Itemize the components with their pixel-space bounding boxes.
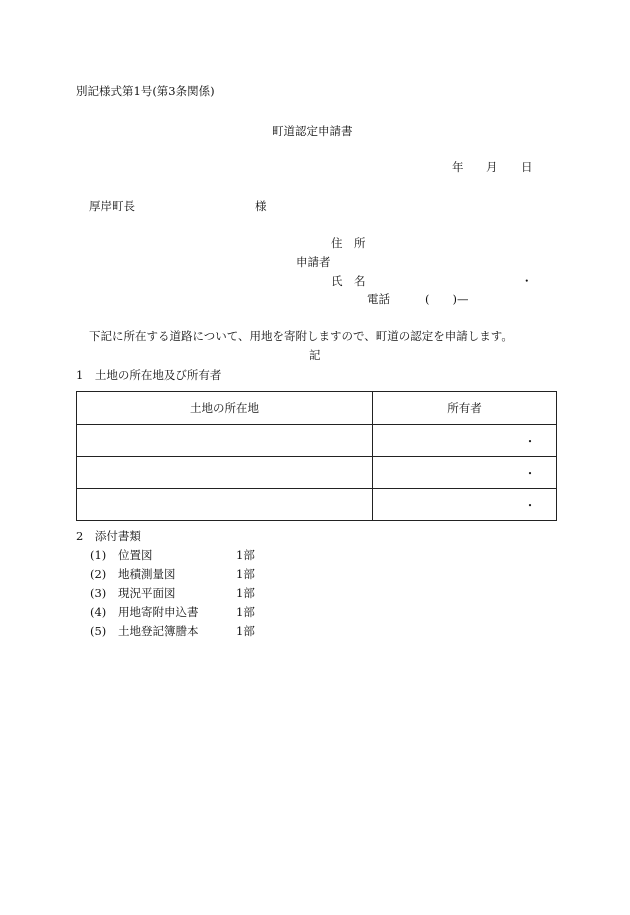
owner-cell	[373, 457, 557, 489]
seal-mark: ・	[521, 274, 533, 288]
item-name: 位置図	[118, 548, 153, 562]
column-header-owner: 所有者	[373, 392, 557, 425]
table-row	[77, 489, 557, 521]
section2-heading: 2 添付書類	[76, 529, 141, 543]
item-name: 用地寄附申込書	[118, 605, 199, 619]
section1-heading: 1 土地の所在地及び所有者	[76, 368, 222, 382]
location-cell	[77, 425, 373, 457]
item-number: (5)	[90, 624, 107, 638]
owner-cell	[373, 425, 557, 457]
item-quantity: 1部	[236, 624, 255, 638]
addressee-name: 厚岸町長	[89, 199, 135, 213]
seal-mark: ・	[523, 498, 536, 512]
item-name: 地積測量図	[118, 567, 176, 581]
item-number: (1)	[90, 548, 107, 562]
item-quantity: 1部	[236, 567, 255, 581]
document-title: 町道認定申請書	[272, 124, 353, 138]
item-quantity: 1部	[236, 605, 255, 619]
seal-mark: ・	[523, 434, 536, 448]
owner-cell	[373, 489, 557, 521]
name-label: 氏 名	[331, 274, 366, 288]
item-quantity: 1部	[236, 586, 255, 600]
form-number: 別記様式第1号(第3条関係)	[76, 84, 215, 98]
address-label: 住 所	[331, 236, 366, 250]
item-name: 現況平面図	[118, 586, 176, 600]
seal-mark: ・	[523, 466, 536, 480]
location-cell	[77, 457, 373, 489]
request-body-text: 下記に所在する道路について、用地を寄附しますので、町道の認定を申請します。	[89, 329, 513, 343]
addressee-honorific: 様	[255, 199, 267, 213]
table-header-row	[77, 392, 557, 425]
column-header-location: 土地の所在地	[77, 392, 373, 425]
location-cell	[77, 489, 373, 521]
item-quantity: 1部	[236, 548, 255, 562]
table-row	[77, 425, 557, 457]
item-name: 土地登記簿謄本	[118, 624, 199, 638]
date-year-label: 年	[452, 160, 464, 174]
date-month-label: 月	[486, 160, 498, 174]
item-number: (4)	[90, 605, 107, 619]
land-ownership-table	[76, 391, 557, 521]
applicant-label: 申請者	[296, 255, 331, 269]
phone-label: 電話	[367, 292, 390, 306]
phone-format: ( )—	[425, 292, 469, 306]
date-day-label: 日	[521, 160, 533, 174]
item-number: (2)	[90, 567, 107, 581]
ki-marker: 記	[309, 348, 321, 362]
table-row	[77, 457, 557, 489]
item-number: (3)	[90, 586, 107, 600]
